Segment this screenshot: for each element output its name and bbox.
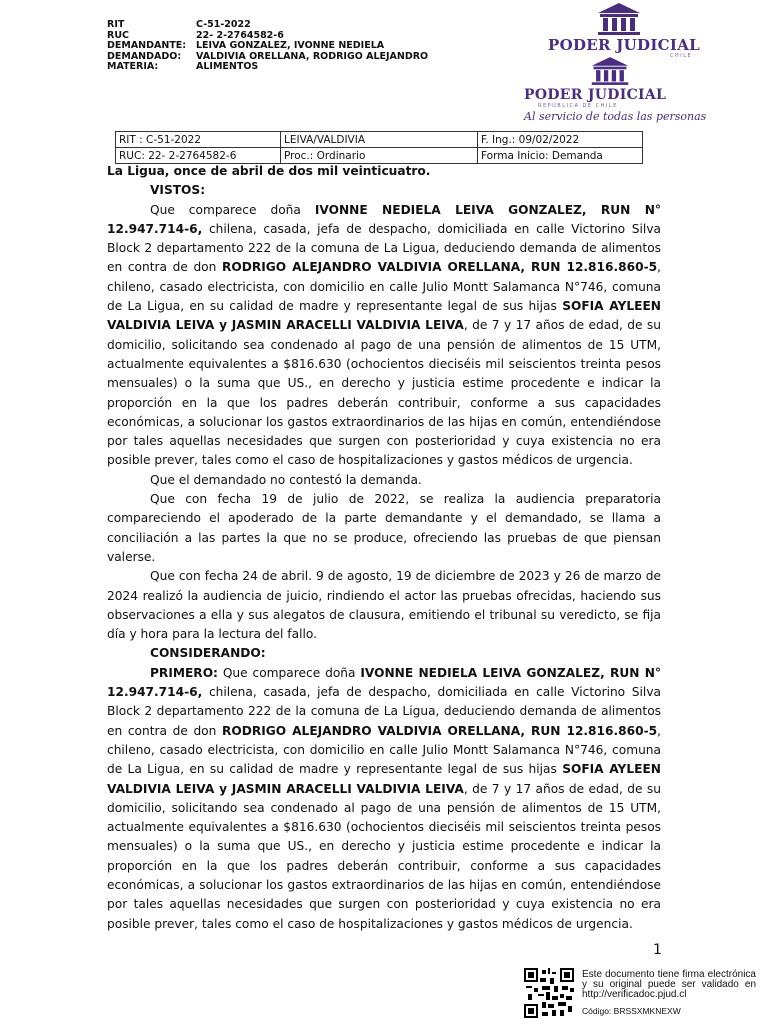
table-cell: LEIVA/VALDIVIA [281, 132, 478, 148]
paragraph: Que con fecha 19 de julio de 2022, se realiza la audiencia preparatoria compareciendo el apoderado de la parte demandante y el demandado, se llama a conciliación a las partes la que no se produce, ofreciendo las pruebas de que piensan valerse. [107, 492, 661, 564]
page-number: 1 [653, 942, 662, 958]
section-heading-considerando: CONSIDERANDO: [150, 646, 266, 661]
header-value: C-51-2022 [196, 19, 251, 30]
poder-judicial-logo [520, 0, 710, 130]
logo-name-bottom: PODER JUDICIAL [524, 87, 667, 103]
bold-run: IVONNE NEDIELA LEIVA GONZALEZ, RUN N° 12.947.714-6, [107, 202, 661, 236]
case-header [107, 20, 428, 73]
text-run: , de 7 y 17 años de edad, de su domicilio, solicitando sea condenado al pago de una pensión de alimentos de 15 UTM, actualmente equivalentes a $816.630 (ochocientos dieciséis mil seiscientos treinta pesos mensuales) o la suma que US., en derecho y justicia estime procedente e indicar la proporción en la que los padres deberán contribuir, conforme a sus capacidades económicas, a solucionar los gastos extraordinarios de las hijas en común, entendiéndose por tales aquellas necesidades que surgen con posterioridad y cuya existencia no era posible prever, tales como el caso de hospitalizaciones y gastos médicos de urgencia. [107, 781, 662, 931]
text-run: , chileno, casado electricista, con domicilio en calle Julio Montt Salamanca N°746, comuna de La Ligua, en su calidad de madre y representante legal de sus hijas [107, 260, 661, 314]
courthouse-icon [596, 2, 642, 36]
logo-sub-top: CHILE [670, 53, 693, 59]
bold-run: RODRIGO ALEJANDRO VALDIVIA ORELLANA, RUN 12.816.860-5 [221, 260, 658, 275]
courthouse-icon [590, 56, 630, 86]
date-line: La Ligua, once de abril de dos mil veinticuatro. [107, 164, 431, 178]
table-cell: Proc.: Ordinario [281, 148, 478, 164]
bold-run: PRIMERO: [150, 665, 218, 680]
table-cell: F. Ing.: 09/02/2022 [478, 132, 643, 148]
header-value: LEIVA GONZALEZ, IVONNE NEDIELA [196, 40, 385, 51]
header-row-materia [107, 62, 428, 73]
text-run: Que comparece doña [150, 202, 315, 217]
paragraph [107, 664, 661, 934]
document-body [107, 162, 661, 934]
case-info-table [115, 131, 643, 164]
table-cell: RIT : C-51-2022 [116, 132, 281, 148]
header-row-rit [107, 20, 428, 31]
table-cell: Forma Inicio: Demanda [478, 148, 643, 164]
electronic-signature-notice: Este documento tiene firma electrónica y su original puede ser validado en http://verificadoc.pjud.cl [582, 969, 756, 1000]
bold-run: IVONNE NEDIELA LEIVA GONZALEZ, RUN N° 12.947.714-6, [107, 665, 661, 700]
logo-sub-bottom: REPÚBLICA DE CHILE [538, 103, 618, 109]
table-row [116, 132, 643, 148]
logo-name-top: PODER JUDICIAL [548, 36, 701, 54]
bold-run: SOFIA AYLEEN VALDIVIA LEIVA y JASMIN ARACELLI VALDIVIA LEIVA [107, 299, 661, 333]
bold-run: SOFIA AYLEEN VALDIVIA LEIVA y JASMIN ARACELLI VALDIVIA LEIVA [107, 762, 661, 796]
header-label: MATERIA: [107, 61, 159, 72]
logo-slogan: Al servicio de todas las personas [524, 110, 707, 123]
header-value: ALIMENTOS [196, 61, 259, 72]
header-label: RIT [107, 19, 125, 30]
header-label: RUC [107, 29, 130, 41]
paragraph [107, 201, 661, 471]
paragraph: Que el demandado no contestó la demanda. [150, 472, 422, 487]
paragraph: Que con fecha 24 de abril. 9 de agosto, 19 de diciembre de 2023 y 26 de marzo de 2024 realizó la audiencia de juicio, rindiendo el actor las pruebas ofrecidas, haciendo sus observaciones a ella y sus alegatos de clausura, emitiendo el tribunal su veredicto, se fija día y hora para la lectura del fallo. [107, 569, 661, 642]
table-cell: RUC: 22- 2-2764582-6 [116, 148, 281, 164]
header-row-demandante [107, 41, 428, 52]
bold-run: RODRIGO ALEJANDRO VALDIVIA ORELLANA, RUN 12.816.860-5 [221, 723, 658, 738]
text-run: , chileno, casado electricista, con domicilio en calle Julio Montt Salamanca N°746, comuna de La Ligua, en su calidad de madre y representante legal de sus hijas [107, 723, 661, 777]
header-value: 22- 2-2764582-6 [196, 29, 284, 41]
header-value: VALDIVIA ORELLANA, RODRIGO ALEJANDRO [196, 50, 429, 62]
text-run: chilena, casada, jefa de despacho, domiciliada en calle Victorino Silva Block 2 departamento 222 de la comuna de La Ligua, deduciendo demanda de alimentos en contra de don [107, 221, 661, 275]
text-run: Que comparece doña [217, 665, 361, 680]
header-label: DEMANDANTE: [107, 40, 187, 51]
header-label: DEMANDADO: [107, 50, 182, 62]
section-heading-vistos: VISTOS: [150, 183, 206, 198]
text-run: , de 7 y 17 años de edad, de su domicilio, solicitando sea condenado al pago de una pensión de alimentos de 15 UTM, actualmente equivalentes a $816.630 (ochocientos dieciséis mil seiscientos treinta pesos mensuales) o la suma que US., en derecho y justicia estime procedente e indicar la proporción en la que los padres deberán contribuir, conforme a sus capacidades económicas, a solucionar los gastos extraordinarios de las hijas en común, entendiéndose por tales aquellas necesidades que surgen con posterioridad y cuya existencia no era posible prever, tales como el caso de hospitalizaciones y gastos médicos de urgencia. [107, 318, 662, 468]
verification-code: Código: BRSSXMKNEXW [582, 1006, 681, 1016]
qr-code-icon [524, 968, 574, 1018]
text-run: chilena, casada, jefa de despacho, domiciliada en calle Victorino Silva Block 2 departamento 222 de la comuna de La Ligua, deduciendo demanda de alimentos en contra de don [107, 685, 661, 738]
